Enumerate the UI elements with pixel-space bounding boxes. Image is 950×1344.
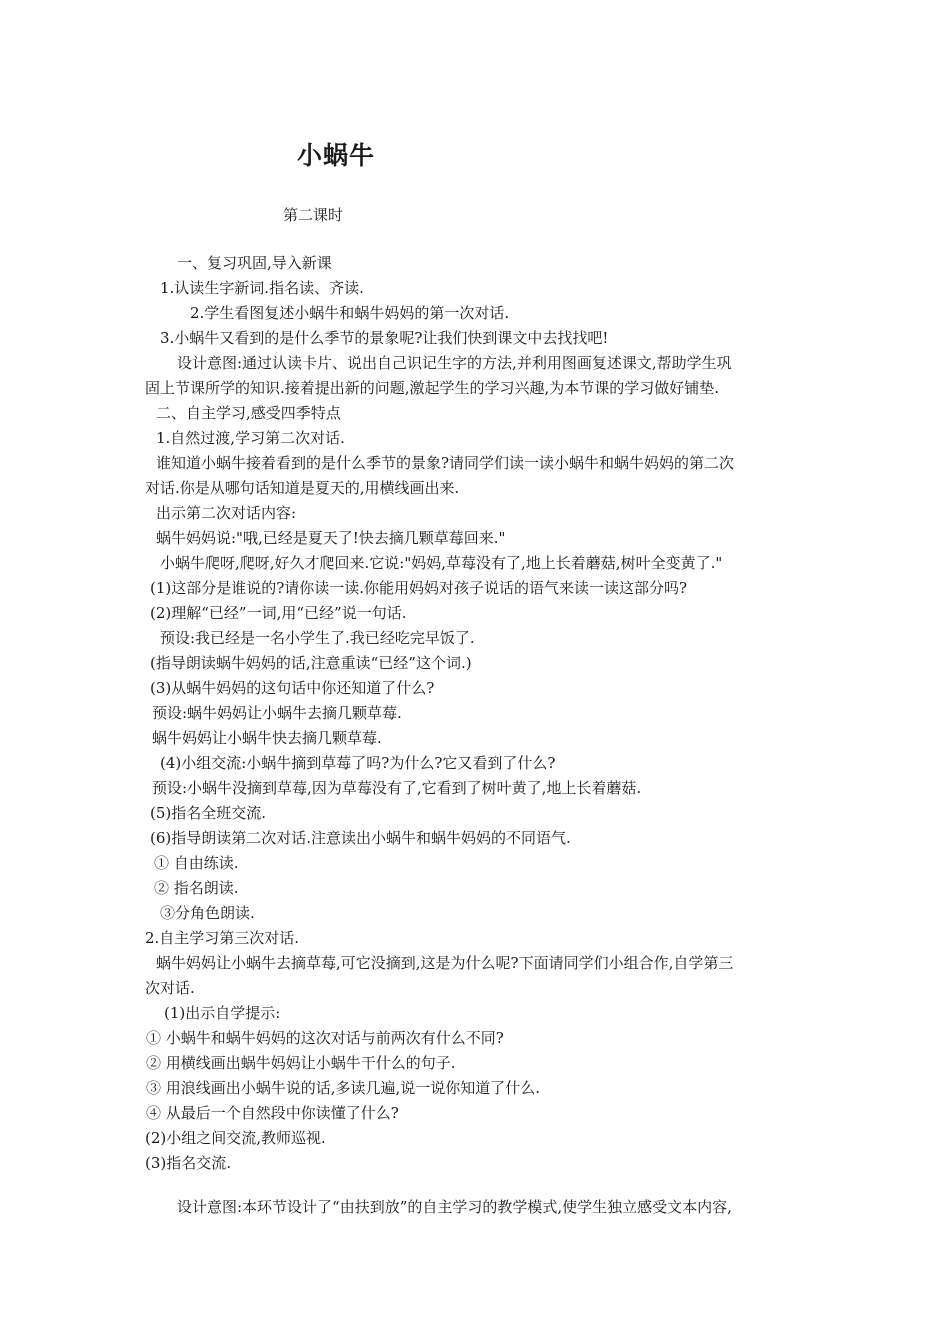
text-line: (2)理解“已经”一词,用“已经”说一句话. — [150, 604, 407, 622]
text-line: 次对话. — [145, 979, 195, 997]
text-line: (1)出示自学提示: — [164, 1004, 281, 1022]
section-heading: 2.自主学习第三次对话. — [145, 929, 300, 947]
text-line: (2)小组之间交流,教师巡视. — [145, 1129, 326, 1147]
text-line: ③分角色朗读. — [160, 904, 255, 922]
text-line: 出示第二次对话内容: — [156, 504, 297, 522]
text-line: (5)指名全班交流. — [150, 804, 267, 822]
document-title: 小蜗牛 — [297, 141, 376, 170]
lesson-period: 第二课时 — [283, 206, 344, 224]
text-line: ② 用横线画出蜗牛妈妈让小蜗牛干什么的句子. — [146, 1054, 456, 1072]
text-line: ① 自由练读. — [154, 854, 239, 872]
text-line: (1)这部分是谁说的?请你读一读.你能用妈妈对孩子说话的语气来读一读这部分吗? — [150, 579, 688, 597]
text-line: 设计意图:本环节设计了“由扶到放”的自主学习的教学模式,使学生独立感受文本内容, — [177, 1198, 732, 1216]
text-line: 蜗牛妈妈让小蜗牛快去摘几颗草莓. — [152, 729, 382, 747]
text-line: 3.小蜗牛又看到的是什么季节的景象呢?让我们快到课文中去找找吧! — [160, 329, 609, 347]
text-line: ③ 用浪线画出小蜗牛说的话,多读几遍,说一说你知道了什么. — [146, 1079, 541, 1097]
section-heading: 二、自主学习,感受四季特点 — [156, 404, 341, 422]
text-line: ④ 从最后一个自然段中你读懂了什么? — [146, 1104, 399, 1122]
text-line: 固上节课所学的知识.接着提出新的问题,激起学生的学习兴趣,为本节课的学习做好铺垫. — [145, 379, 720, 397]
text-line: 小蜗牛爬呀,爬呀,好久才爬回来.它说:"妈妈,草莓没有了,地上长着蘑菇,树叶全变黄了." — [160, 554, 723, 572]
text-line: 设计意图:通过认读卡片、说出自己识记生字的方法,并利用图画复述课文,帮助学生巩 — [177, 354, 732, 372]
text-line: 1.认读生字新词.指名读、齐读. — [160, 279, 364, 297]
text-line: 2.学生看图复述小蜗牛和蜗牛妈妈的第一次对话. — [190, 304, 510, 322]
text-line: (指导朗读蜗牛妈妈的话,注意重读“已经”这个词.) — [150, 654, 472, 672]
section-heading: 一、复习巩固,导入新课 — [177, 254, 332, 272]
text-line: (6)指导朗读第二次对话.注意读出小蜗牛和蜗牛妈妈的不同语气. — [150, 829, 571, 847]
text-line: (3)指名交流. — [145, 1154, 232, 1172]
text-line: 对话.你是从哪句话知道是夏天的,用横线画出来. — [145, 479, 460, 497]
text-line: 蜗牛妈妈让小蜗牛去摘草莓,可它没摘到,这是为什么呢?下面请同学们小组合作,自学第三 — [156, 954, 734, 972]
text-line: (4)小组交流:小蜗牛摘到草莓了吗?为什么?它又看到了什么? — [160, 754, 556, 772]
text-line: 蜗牛妈妈说:"哦,已经是夏天了!快去摘几颗草莓回来." — [156, 529, 506, 547]
text-line: 预设:蜗牛妈妈让小蜗牛去摘几颗草莓. — [152, 704, 402, 722]
text-line: 谁知道小蜗牛接着看到的是什么季节的景象?请同学们读一读小蜗牛和蜗牛妈妈的第二次 — [156, 454, 735, 472]
text-line: (3)从蜗牛妈妈的这句话中你还知道了什么? — [150, 679, 435, 697]
text-line: 预设:我已经是一名小学生了.我已经吃完早饭了. — [160, 629, 475, 647]
text-line: ② 指名朗读. — [154, 879, 239, 897]
text-line: 1.自然过渡,学习第二次对话. — [156, 429, 345, 447]
text-line: 预设:小蜗牛没摘到草莓,因为草莓没有了,它看到了树叶黄了,地上长着蘑菇. — [152, 779, 642, 797]
text-line: ① 小蜗牛和蜗牛妈妈的这次对话与前两次有什么不同? — [146, 1029, 504, 1047]
